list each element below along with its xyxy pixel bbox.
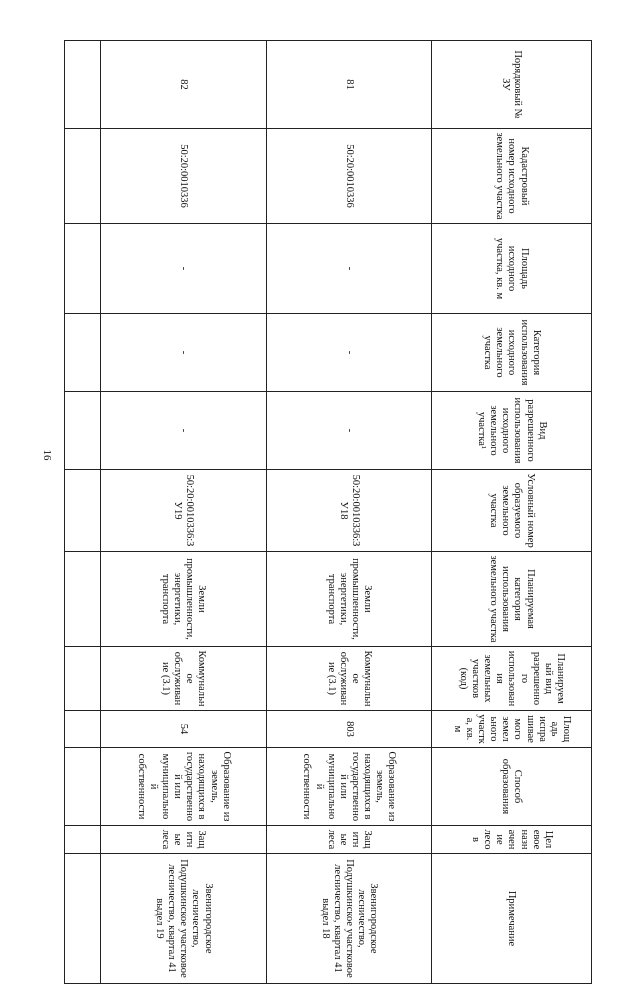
page-number: 16 [41, 449, 53, 461]
table-cell: - [266, 224, 431, 314]
header-cell: Площадь испрашиваемого земельного участка, кв. м [431, 711, 591, 748]
table-cell: 50:20:0010336:ЗУ18 [266, 470, 431, 552]
table-cell: 81 [266, 41, 431, 129]
table-cell: Звенигородское лесничество, Подушкинское участковое лесничество, квартал 41 выдел 18 [266, 854, 431, 984]
table-cell: 54 [101, 711, 266, 748]
table-cell: Звенигородское лесничество, Подушкинское участковое лесничество, квартал 41 выдел 19 [101, 854, 266, 984]
table-cell: Земли промышленности, энергетики, транспорта [101, 552, 266, 647]
table-cell: Земли промышленности, энергетики, транспорта [266, 552, 431, 647]
land-plots-table [64, 40, 592, 984]
table-cell: Защитные леса [266, 826, 431, 854]
table-row [266, 41, 431, 984]
table-cell: 50:20:0010336 [101, 129, 266, 224]
table-cell: 803 [266, 711, 431, 748]
header-cell: Площадь исходного участка, кв. м [431, 224, 591, 314]
header-cell: Условный номер образуемого земельного участка [431, 470, 591, 552]
header-cell: Кадастровый номер исходного земельного участка [431, 129, 591, 224]
header-cell: Планируемый вид разрешенного использования земельных участков (код) [431, 647, 591, 711]
table-cell: Образование из земель, находящихся в государственной или муниципальной собственности [266, 748, 431, 826]
table-cell: Защитные леса [101, 826, 266, 854]
header-cell: Способ образования [431, 748, 591, 826]
table-cell: Коммунальное обслуживание (3.1) [101, 647, 266, 711]
land-plots-table-container [64, 40, 592, 978]
header-cell: Вид разрешенного использования исходного земельного участка¹ [431, 392, 591, 470]
table-cell: - [266, 392, 431, 470]
header-cell: Примечание [431, 854, 591, 984]
header-cell: Планируемая категория использования земельного участка [431, 552, 591, 647]
table-cell: - [101, 224, 266, 314]
header-cell: Целевое назначение лесов [431, 826, 591, 854]
table-cell: 82 [101, 41, 266, 129]
table-cell: 50:20:0010336:ЗУ19 [101, 470, 266, 552]
table-cell: 50:20:0010336 [266, 129, 431, 224]
table-cell: Образование из земель, находящихся в государственной или муниципальной собственности [101, 748, 266, 826]
table-cell: - [266, 314, 431, 392]
table-cell: - [101, 392, 266, 470]
table-row [101, 41, 266, 984]
table-continuation-row [65, 41, 101, 984]
header-cell: Категория использования исходного земельного участка [431, 314, 591, 392]
header-row [431, 41, 591, 984]
table-cell: Коммунальное обслуживание (3.1) [266, 647, 431, 711]
header-cell: Порядковый № ЗУ [431, 41, 591, 129]
table-cell: - [101, 314, 266, 392]
